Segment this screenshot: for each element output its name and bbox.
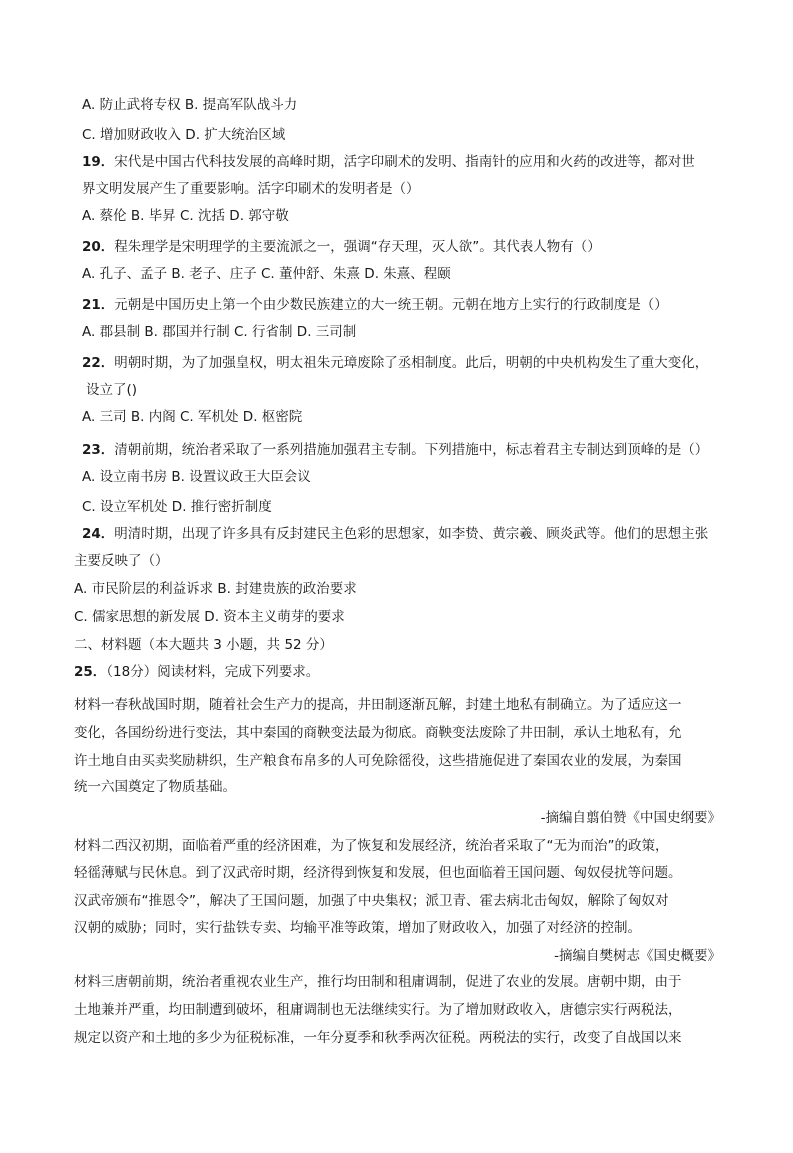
q23-number: 23． xyxy=(82,442,115,458)
material2-line4: 汉朝的威胁；同时，实行盐铁专卖、均输平准等政策，增加了财政收入，加强了对经济的控制。 xyxy=(74,920,641,936)
q25-number: 25． xyxy=(74,664,107,680)
q24-number: 24． xyxy=(82,526,115,542)
q22-stem xyxy=(82,354,708,372)
q20-number: 20． xyxy=(82,239,115,255)
q23-options-ab: A. 设立南书房 B. 设置议政王大臣会议 xyxy=(82,469,311,485)
material3-line2: 土地兼并严重，均田制遭到破坏，租庸调制也无法继续实行。为了增加财政收入，唐德宗实行两税法， xyxy=(74,1002,682,1018)
q19-options: A. 蔡伦 B. 毕昇 C. 沈括 D. 郭守敬 xyxy=(82,208,289,224)
q22-options: A. 三司 B. 内阁 C. 军机处 D. 枢密院 xyxy=(82,409,303,425)
q24-stem-line1: 明清时期，出现了许多具有反封建民主色彩的思想家，如李贽、黄宗羲、顾炎武等。他们的思想主张 xyxy=(114,526,709,542)
material3-line1: 材料三唐朝前期，统治者重视农业生产，推行均田制和租庸调制，促进了农业的发展。唐朝中期，由于 xyxy=(74,974,682,990)
material1-line3: 许土地自由买卖奖励耕织，生产粮食布帛多的人可免除徭役，这些措施促进了秦国农业的发展，为秦国 xyxy=(74,753,682,769)
q23-stem-line1: 清朝前期，统治者采取了一系列措施加强君主专制。下列措施中，标志着君主专制达到顶峰的是（） xyxy=(114,442,709,458)
q23-options-cd: C. 设立军机处 D. 推行密折制度 xyxy=(82,499,272,515)
q20-stem xyxy=(82,238,601,256)
material3-line3: 规定以资产和土地的多少为征税标准，一年分夏季和秋季两次征税。两税法的实行，改变了自战国以来 xyxy=(74,1030,682,1046)
material2-line2: 轻徭薄赋与民休息。到了汉武帝时期，经济得到恢复和发展，但也面临着王国问题、匈奴侵扰等问题。 xyxy=(74,865,682,881)
q24-options-ab: A. 市民阶层的利益诉求 B. 封建贵族的政治要求 xyxy=(74,581,357,597)
q19-stem xyxy=(82,153,695,171)
q19-stem-line1: 宋代是中国古代科技发展的高峰时期，活字印刷术的发明、指南针的应用和火药的改进等，都对世 xyxy=(114,154,695,170)
q21-stem xyxy=(82,296,668,314)
q22-stem-line2: 设立了() xyxy=(86,382,138,398)
q24-stem xyxy=(82,525,708,543)
q18-options-ab: A. 防止武将专权 B. 提高军队战斗力 xyxy=(82,97,298,113)
material1-line2: 变化，各国纷纷进行变法，其中秦国的商鞅变法最为彻底。商鞅变法废除了井田制，承认土地私有，允 xyxy=(74,725,682,741)
q22-number: 22． xyxy=(82,355,115,371)
q24-options-cd: C. 儒家思想的新发展 D. 资本主义萌芽的要求 xyxy=(74,609,345,625)
q21-stem-line1: 元朝是中国历史上第一个由少数民族建立的大一统王朝。元朝在地方上实行的行政制度是（） xyxy=(114,297,668,313)
material1-line4: 统一六国奠定了物质基础。 xyxy=(74,779,236,795)
q18-options-cd: C. 增加财政收入 D. 扩大统治区域 xyxy=(82,127,286,143)
q21-options: A. 郡县制 B. 郡国并行制 C. 行省制 D. 三司制 xyxy=(82,324,357,340)
material2-source: -摘编自樊树志《国史概要》 xyxy=(554,948,721,964)
q19-number: 19． xyxy=(82,154,115,170)
q19-stem-line2: 界文明发展产生了重要影响。活字印刷术的发明者是（） xyxy=(82,181,420,197)
q25-stem xyxy=(74,663,319,681)
q25-stem-line1: （18分）阅读材料，完成下列要求。 xyxy=(106,664,320,680)
q20-options: A. 孔子、孟子 B. 老子、庄子 C. 董仲舒、朱熹 D. 朱熹、程颐 xyxy=(82,266,451,282)
q21-number: 21． xyxy=(82,297,115,313)
material2-line1: 材料二西汉初期，面临着严重的经济困难，为了恢复和发展经济，统治者采取了“无为而治”的政策， xyxy=(74,838,669,854)
q22-stem-line1: 明朝时期，为了加强皇权，明太祖朱元璋废除了丞相制度。此后，明朝的中央机构发生了重大变化， xyxy=(114,355,709,371)
q20-stem-line1: 程朱理学是宋明理学的主要流派之一，强调“存天理，灭人欲”。其代表人物有（） xyxy=(114,239,601,255)
material1-line1: 材料一春秋战国时期，随着社会生产力的提高，井田制逐渐瓦解，封建土地私有制确立。为了适应这一 xyxy=(74,697,682,713)
material2-line3: 汉武帝颁布“推恩令”，解决了王国问题，加强了中央集权；派卫青、霍去病北击匈奴，解除了匈奴对 xyxy=(74,893,669,909)
section-two-heading: 二、材料题（本大题共 3 小题，共 52 分） xyxy=(74,637,333,653)
material1-source: -摘编自翦伯赞《中国史纲要》 xyxy=(540,810,721,826)
q24-stem-line2: 主要反映了（） xyxy=(74,553,169,569)
q23-stem xyxy=(82,441,708,459)
